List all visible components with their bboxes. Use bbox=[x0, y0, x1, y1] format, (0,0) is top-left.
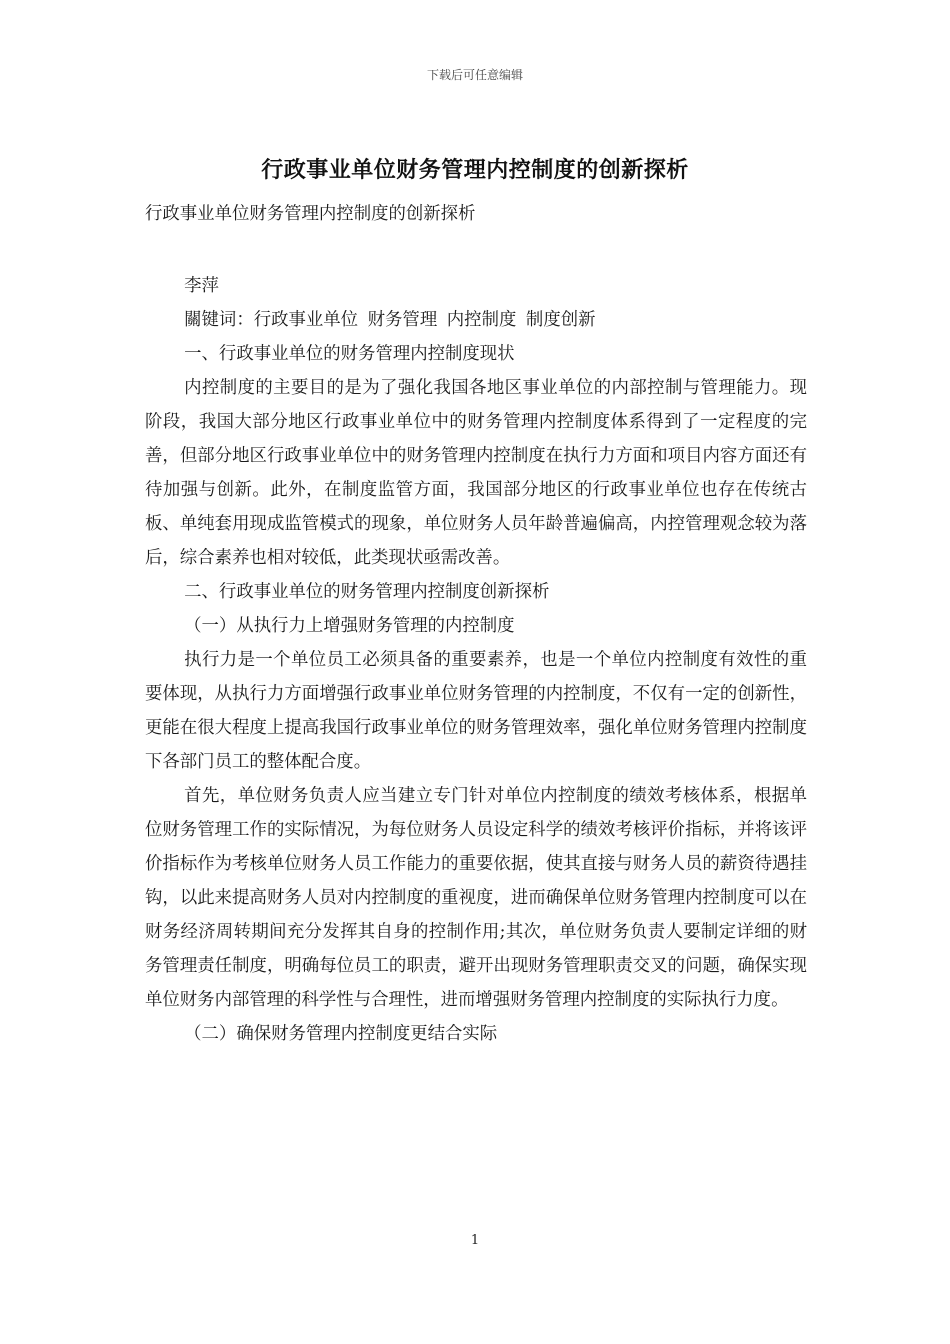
keyword-item: 行政事业单位 bbox=[253, 310, 359, 330]
section-heading: 二、行政事业单位的财务管理内控制度创新探析 bbox=[184, 582, 550, 602]
document-subtitle: 行政事业单位财务管理内控制度的创新探析 bbox=[145, 204, 476, 224]
document-title: 行政事业单位财务管理内控制度的创新探析 bbox=[261, 157, 689, 183]
subsection-heading: （一）从执行力上增强财务管理的内控制度 bbox=[184, 616, 515, 636]
blank-line bbox=[145, 231, 807, 269]
paragraph: 首先，单位财务负责人应当建立专门针对单位内控制度的绩效考核体系，根据单位财务管理工作的实际情况，为每位财务人员设定科学的绩效考核评价指标，并将该评价指标作为考核单位财务人员工作能力的重要依据，使其直接与财务人员的薪资待遇挂钩，以此来提高财务人员对内控制度的重视度，进而确保单位财务管理内控制度可以在财务经济周转期间充分发挥其自身的控制作用;其次，单位财务负责人要制定详细的财务管理责任制度，明确每位员工的职责，避开出现财务管理职责交叉的问题，确保实现单位财务内部管理的科学性与合理性，进而增强财务管理内控制度的实际执行力度。 bbox=[145, 786, 807, 1010]
author-name: 李萍 bbox=[184, 276, 219, 296]
section-heading: 一、行政事业单位的财务管理内控制度现状 bbox=[184, 344, 515, 364]
paragraph: 内控制度的主要目的是为了强化我国各地区事业单位的内部控制与管理能力。现阶段，我国大部分地区行政事业单位中的财务管理内控制度体系得到了一定程度的完善，但部分地区行政事业单位中的财务管理内控制度在执行力方面和项目内容方面还有待加强与创新。此外，在制度监管方面，我国部分地区的行政事业单位也存在传统古板、单纯套用现成监管模式的现象，单位财务人员年龄普遍偏高，内控管理观念较为落后，综合素养也相对较低，此类现状亟需改善。 bbox=[145, 378, 807, 568]
header-note: 下载后可任意编辑 bbox=[426, 68, 523, 82]
keyword-item: 财务管理 bbox=[367, 310, 438, 330]
keywords-line bbox=[145, 303, 807, 337]
document-body bbox=[145, 197, 807, 1051]
keyword-item: 内控制度 bbox=[446, 310, 517, 330]
keywords-label: 關键词： bbox=[184, 310, 254, 330]
keyword-item: 制度创新 bbox=[525, 310, 596, 330]
paragraph: 执行力是一个单位员工必须具备的重要素养，也是一个单位内控制度有效性的重要体现，从执行力方面增强行政事业单位财务管理的内控制度，不仅有一定的创新性，更能在很大程度上提高我国行政事业单位的财务管理效率，强化单位财务管理内控制度下各部门员工的整体配合度。 bbox=[145, 650, 807, 772]
page-number: 1 bbox=[470, 1233, 480, 1248]
subsection-heading: （二）确保财务管理内控制度更结合实际 bbox=[184, 1024, 498, 1044]
